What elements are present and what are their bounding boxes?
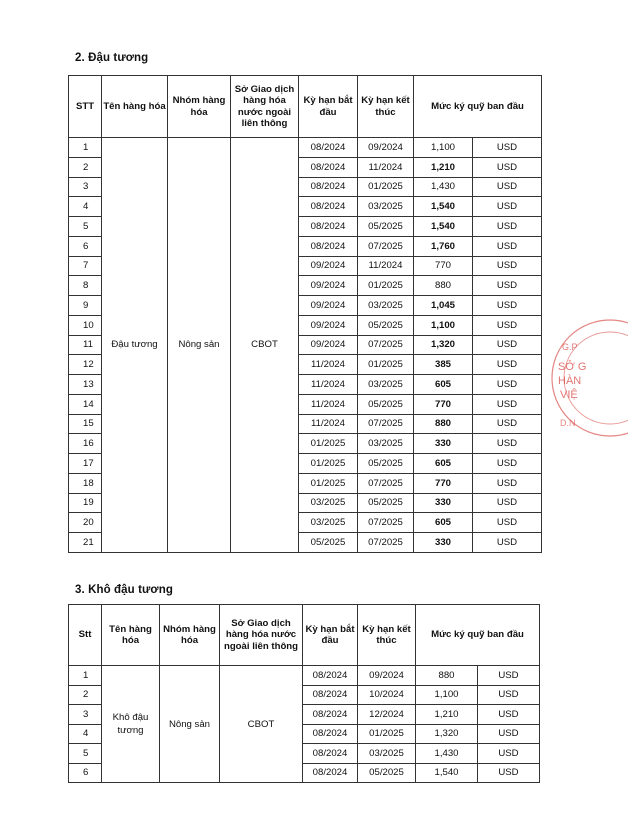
seal-text: SỞ G bbox=[558, 361, 587, 373]
row-stt: 15 bbox=[69, 414, 102, 434]
row-margin-value: 770 bbox=[414, 256, 473, 276]
row-start-term: 08/2024 bbox=[303, 685, 358, 705]
row-start-term: 08/2024 bbox=[299, 236, 358, 256]
row-margin-value: 770 bbox=[414, 473, 473, 493]
row-start-term: 08/2024 bbox=[299, 157, 358, 177]
row-start-term: 03/2025 bbox=[299, 493, 358, 513]
red-seal-stamp bbox=[548, 318, 628, 438]
row-margin-value: 1,045 bbox=[414, 296, 473, 316]
row-stt: 11 bbox=[69, 335, 102, 355]
row-currency: USD bbox=[473, 454, 542, 474]
row-currency: USD bbox=[473, 177, 542, 197]
row-margin-value: 880 bbox=[414, 276, 473, 296]
row-end-term: 11/2024 bbox=[358, 256, 414, 276]
row-start-term: 09/2024 bbox=[299, 256, 358, 276]
table-header-row bbox=[69, 605, 540, 666]
row-end-term: 03/2025 bbox=[358, 434, 414, 454]
row-start-term: 05/2025 bbox=[299, 533, 358, 553]
seal-text: VIỆ bbox=[560, 389, 578, 401]
row-stt: 12 bbox=[69, 355, 102, 375]
row-stt: 3 bbox=[69, 177, 102, 197]
row-stt: 17 bbox=[69, 454, 102, 474]
merged-commodity-group: Nông sản bbox=[160, 666, 220, 783]
row-stt: 8 bbox=[69, 276, 102, 296]
row-start-term: 08/2024 bbox=[299, 217, 358, 237]
row-end-term: 03/2025 bbox=[358, 296, 414, 316]
row-stt: 19 bbox=[69, 493, 102, 513]
header-stt: Stt bbox=[69, 605, 102, 666]
row-stt: 20 bbox=[69, 513, 102, 533]
row-currency: USD bbox=[473, 533, 542, 553]
soybean-table-body bbox=[69, 138, 542, 553]
header-end-term: Kỳ hạn kết thúc bbox=[358, 605, 416, 666]
header-commodity-name: Tên hàng hóa bbox=[102, 605, 160, 666]
row-margin-value: 1,430 bbox=[416, 744, 478, 764]
row-margin-value: 1,430 bbox=[414, 177, 473, 197]
row-currency: USD bbox=[478, 666, 540, 686]
row-currency: USD bbox=[473, 375, 542, 395]
row-stt: 9 bbox=[69, 296, 102, 316]
row-stt: 21 bbox=[69, 533, 102, 553]
row-end-term: 07/2025 bbox=[358, 236, 414, 256]
row-stt: 3 bbox=[69, 705, 102, 725]
row-currency: USD bbox=[478, 705, 540, 725]
row-start-term: 11/2024 bbox=[299, 355, 358, 375]
row-margin-value: 1,100 bbox=[416, 685, 478, 705]
row-end-term: 05/2025 bbox=[358, 763, 416, 783]
row-end-term: 07/2025 bbox=[358, 533, 414, 553]
header-commodity-group: Nhóm hàng hóa bbox=[168, 76, 231, 138]
row-start-term: 11/2024 bbox=[299, 375, 358, 395]
row-stt: 16 bbox=[69, 434, 102, 454]
row-end-term: 12/2024 bbox=[358, 705, 416, 725]
merged-exchange: CBOT bbox=[231, 138, 299, 553]
row-end-term: 07/2025 bbox=[358, 473, 414, 493]
merged-commodity-group: Nông sản bbox=[168, 138, 231, 553]
row-currency: USD bbox=[473, 473, 542, 493]
row-currency: USD bbox=[478, 685, 540, 705]
row-margin-value: 1,540 bbox=[414, 197, 473, 217]
header-start-term: Kỳ hạn bắt đầu bbox=[303, 605, 358, 666]
row-end-term: 11/2024 bbox=[358, 157, 414, 177]
row-currency: USD bbox=[473, 513, 542, 533]
row-start-term: 09/2024 bbox=[299, 315, 358, 335]
row-currency: USD bbox=[473, 197, 542, 217]
row-end-term: 05/2025 bbox=[358, 217, 414, 237]
seal-text: G.P bbox=[562, 342, 578, 352]
table-header-row bbox=[69, 76, 542, 138]
row-end-term: 07/2025 bbox=[358, 513, 414, 533]
row-end-term: 03/2025 bbox=[358, 744, 416, 764]
row-end-term: 05/2025 bbox=[358, 454, 414, 474]
row-currency: USD bbox=[473, 157, 542, 177]
row-start-term: 01/2025 bbox=[299, 473, 358, 493]
row-start-term: 11/2024 bbox=[299, 414, 358, 434]
table-row bbox=[69, 666, 540, 686]
row-end-term: 09/2024 bbox=[358, 138, 414, 158]
row-currency: USD bbox=[473, 394, 542, 414]
row-end-term: 01/2025 bbox=[358, 355, 414, 375]
row-stt: 13 bbox=[69, 375, 102, 395]
row-end-term: 07/2025 bbox=[358, 335, 414, 355]
header-end-term: Kỳ hạn kết thúc bbox=[358, 76, 414, 138]
row-end-term: 09/2024 bbox=[358, 666, 416, 686]
row-stt: 2 bbox=[69, 685, 102, 705]
row-margin-value: 605 bbox=[414, 454, 473, 474]
row-margin-value: 605 bbox=[414, 513, 473, 533]
row-margin-value: 1,210 bbox=[414, 157, 473, 177]
merged-commodity-name: Khô đậu tương bbox=[102, 666, 160, 783]
row-currency: USD bbox=[473, 315, 542, 335]
row-currency: USD bbox=[473, 434, 542, 454]
row-margin-value: 330 bbox=[414, 493, 473, 513]
row-end-term: 01/2025 bbox=[358, 177, 414, 197]
row-margin-value: 1,210 bbox=[416, 705, 478, 725]
merged-exchange: CBOT bbox=[220, 666, 303, 783]
header-start-term: Kỳ hạn bắt đầu bbox=[299, 76, 358, 138]
soybean-meal-margin-table bbox=[68, 604, 540, 783]
row-stt: 5 bbox=[69, 744, 102, 764]
row-currency: USD bbox=[473, 217, 542, 237]
row-start-term: 08/2024 bbox=[303, 666, 358, 686]
row-currency: USD bbox=[473, 414, 542, 434]
row-end-term: 03/2025 bbox=[358, 375, 414, 395]
row-currency: USD bbox=[478, 763, 540, 783]
row-start-term: 08/2024 bbox=[303, 763, 358, 783]
row-stt: 2 bbox=[69, 157, 102, 177]
row-margin-value: 1,320 bbox=[416, 724, 478, 744]
row-end-term: 10/2024 bbox=[358, 685, 416, 705]
row-margin-value: 1,540 bbox=[414, 217, 473, 237]
seal-outer-ring bbox=[552, 320, 628, 436]
row-start-term: 09/2024 bbox=[299, 296, 358, 316]
row-margin-value: 880 bbox=[414, 414, 473, 434]
row-start-term: 08/2024 bbox=[299, 197, 358, 217]
row-start-term: 08/2024 bbox=[303, 724, 358, 744]
row-margin-value: 1,320 bbox=[414, 335, 473, 355]
section-title-soybean-meal: 3. Khô đậu tương bbox=[75, 584, 173, 596]
row-start-term: 11/2024 bbox=[299, 394, 358, 414]
row-currency: USD bbox=[473, 355, 542, 375]
row-stt: 18 bbox=[69, 473, 102, 493]
row-start-term: 01/2025 bbox=[299, 434, 358, 454]
row-currency: USD bbox=[473, 256, 542, 276]
row-start-term: 08/2024 bbox=[303, 705, 358, 725]
header-exchange: Sở Giao dịch hàng hóa nước ngoài liên thông bbox=[220, 605, 303, 666]
row-stt: 4 bbox=[69, 724, 102, 744]
row-end-term: 05/2025 bbox=[358, 394, 414, 414]
header-commodity-group: Nhóm hàng hóa bbox=[160, 605, 220, 666]
row-end-term: 05/2025 bbox=[358, 493, 414, 513]
row-start-term: 09/2024 bbox=[299, 276, 358, 296]
row-margin-value: 1,760 bbox=[414, 236, 473, 256]
row-stt: 1 bbox=[69, 138, 102, 158]
row-start-term: 01/2025 bbox=[299, 454, 358, 474]
row-end-term: 03/2025 bbox=[358, 197, 414, 217]
row-stt: 5 bbox=[69, 217, 102, 237]
row-end-term: 01/2025 bbox=[358, 276, 414, 296]
row-margin-value: 1,540 bbox=[416, 763, 478, 783]
row-stt: 10 bbox=[69, 315, 102, 335]
row-margin-value: 330 bbox=[414, 434, 473, 454]
section-title-soybean: 2. Đậu tương bbox=[75, 52, 149, 64]
row-margin-value: 1,100 bbox=[414, 315, 473, 335]
row-stt: 4 bbox=[69, 197, 102, 217]
row-currency: USD bbox=[473, 236, 542, 256]
row-stt: 6 bbox=[69, 763, 102, 783]
row-currency: USD bbox=[473, 493, 542, 513]
row-margin-value: 880 bbox=[416, 666, 478, 686]
row-stt: 6 bbox=[69, 236, 102, 256]
row-stt: 7 bbox=[69, 256, 102, 276]
row-currency: USD bbox=[473, 296, 542, 316]
row-start-term: 08/2024 bbox=[299, 177, 358, 197]
row-currency: USD bbox=[478, 724, 540, 744]
header-commodity-name: Tên hàng hóa bbox=[102, 76, 168, 138]
seal-text: HÀN bbox=[558, 375, 582, 387]
soybean-meal-table-body bbox=[69, 666, 540, 783]
header-initial-margin: Mức ký quỹ ban đầu bbox=[414, 76, 542, 138]
row-start-term: 08/2024 bbox=[303, 744, 358, 764]
row-currency: USD bbox=[473, 138, 542, 158]
row-margin-value: 770 bbox=[414, 394, 473, 414]
row-start-term: 08/2024 bbox=[299, 138, 358, 158]
row-margin-value: 385 bbox=[414, 355, 473, 375]
row-start-term: 03/2025 bbox=[299, 513, 358, 533]
soybean-margin-table bbox=[68, 75, 542, 553]
merged-commodity-name: Đậu tương bbox=[102, 138, 168, 553]
row-stt: 1 bbox=[69, 666, 102, 686]
row-end-term: 07/2025 bbox=[358, 414, 414, 434]
row-currency: USD bbox=[473, 276, 542, 296]
row-currency: USD bbox=[478, 744, 540, 764]
row-start-term: 09/2024 bbox=[299, 335, 358, 355]
row-stt: 14 bbox=[69, 394, 102, 414]
row-end-term: 01/2025 bbox=[358, 724, 416, 744]
row-end-term: 05/2025 bbox=[358, 315, 414, 335]
header-exchange: Sở Giao dịch hàng hóa nước ngoài liên thông bbox=[231, 76, 299, 138]
row-currency: USD bbox=[473, 335, 542, 355]
header-initial-margin: Mức ký quỹ ban đầu bbox=[416, 605, 540, 666]
header-stt: STT bbox=[69, 76, 102, 138]
row-margin-value: 605 bbox=[414, 375, 473, 395]
seal-text: D.N bbox=[560, 418, 576, 428]
row-margin-value: 1,100 bbox=[414, 138, 473, 158]
row-margin-value: 330 bbox=[414, 533, 473, 553]
table-row bbox=[69, 138, 542, 158]
seal-inner-ring bbox=[564, 332, 628, 424]
